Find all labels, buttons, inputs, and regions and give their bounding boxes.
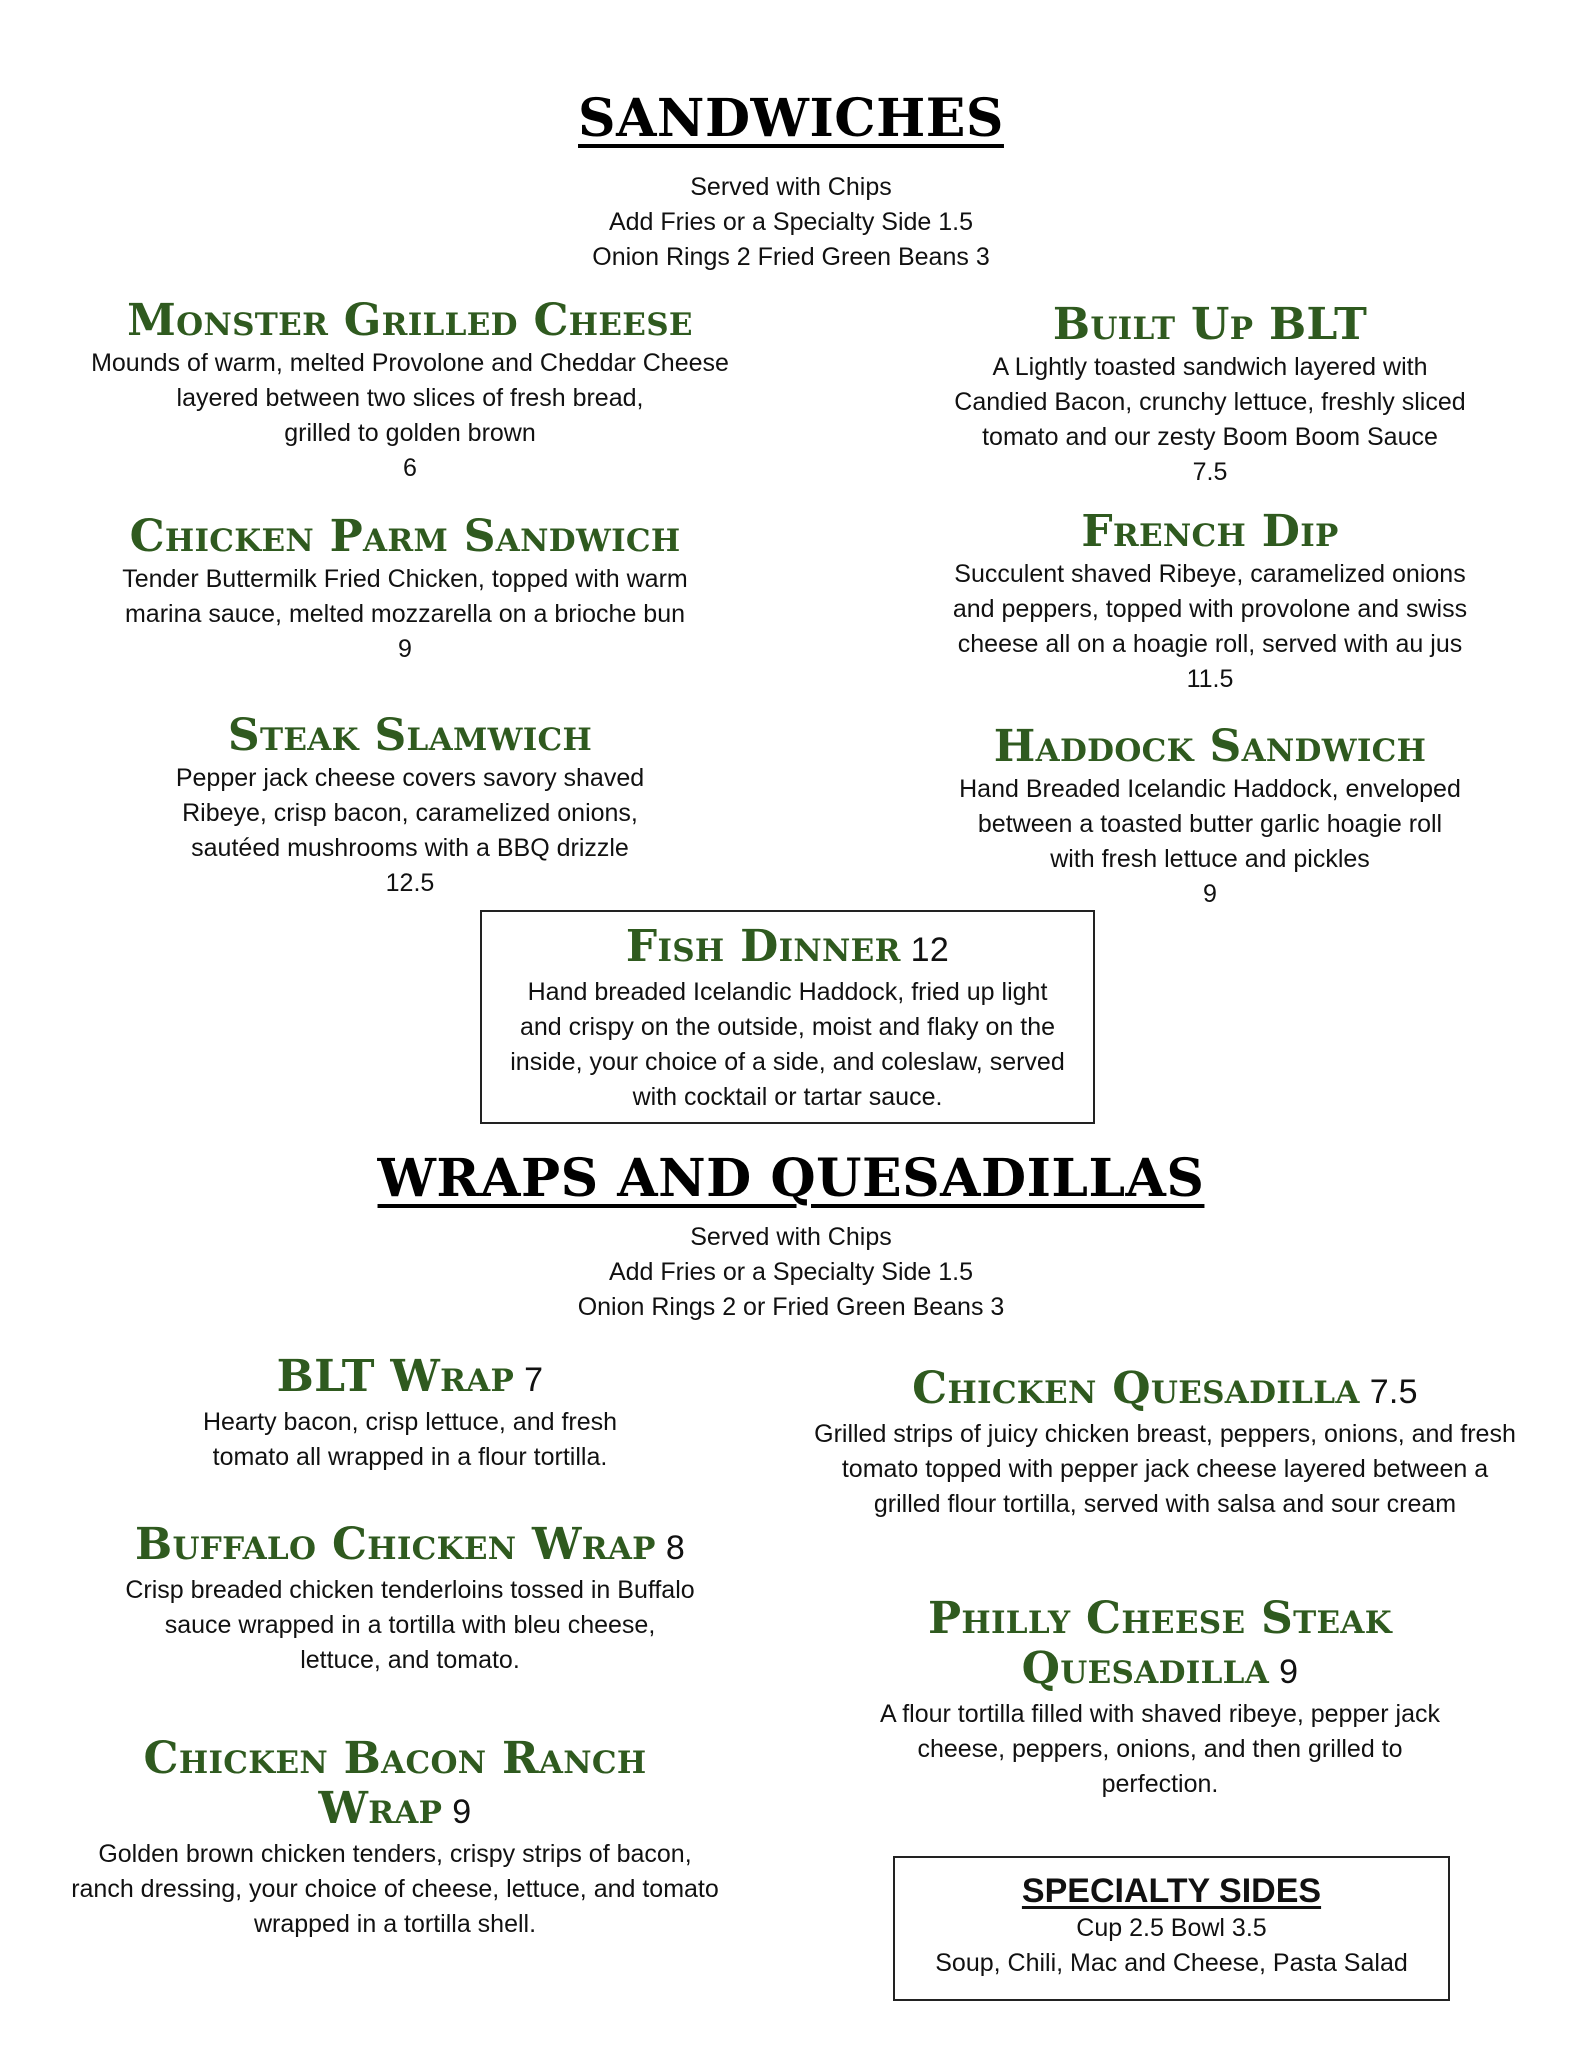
wraps-header <box>0 1148 1582 1209</box>
wraps-sub-line: Onion Rings 2 or Fried Green Beans 3 <box>577 1293 1005 1321</box>
item-description: Pepper jack cheese covers savory shaved <box>175 764 645 792</box>
item-name: Wrap <box>318 1783 443 1834</box>
item-name: Steak Slamwich <box>227 710 593 761</box>
sandwiches-sub-line: Served with Chips <box>690 173 892 201</box>
specialty-sides-line: Soup, Chili, Mac and Cheese, Pasta Salad <box>935 1949 1408 1977</box>
item-name: Buffalo Chicken Wrap <box>134 1519 656 1570</box>
item-description: marina sauce, melted mozzarella on a brioche bun <box>124 600 686 628</box>
item-name-row <box>482 922 1093 975</box>
sandwiches-sub-line: Add Fries or a Specialty Side 1.5 <box>608 208 974 236</box>
sandwiches-title: SANDWICHES <box>578 88 1004 149</box>
item-description: sauce wrapped in a tortilla with bleu cheese, <box>164 1611 656 1639</box>
item-price: 11.5 <box>1186 665 1234 693</box>
item-price: 9 <box>452 1793 472 1831</box>
item-name-row <box>50 1520 770 1573</box>
menu-item-blt-wrap <box>50 1352 770 1475</box>
menu-item-french-dip <box>880 507 1540 697</box>
item-description: wrapped in a tortilla shell. <box>253 1910 537 1938</box>
menu-item-built-up-blt <box>880 300 1540 490</box>
item-description: cheese, peppers, onions, and then grilled to <box>917 1735 1403 1763</box>
sandwiches-header <box>0 88 1582 149</box>
sandwiches-subtitle <box>0 170 1582 275</box>
item-description: and crispy on the outside, moist and flaky on the <box>519 1013 1056 1041</box>
item-price: 8 <box>665 1529 686 1567</box>
item-description: with fresh lettuce and pickles <box>1050 845 1370 873</box>
item-name: Philly Cheese Steak <box>927 1593 1392 1644</box>
item-name-row <box>780 1364 1550 1417</box>
item-price: 12 <box>910 931 950 969</box>
item-name-row <box>800 1644 1520 1697</box>
item-description: cheese all on a hoagie roll, served with au jus <box>957 630 1463 658</box>
specialty-sides-box <box>893 1856 1450 2001</box>
menu-item-philly-cheese-steak-quesadilla <box>800 1594 1520 1802</box>
item-description: Hearty bacon, crisp lettuce, and fresh <box>202 1408 618 1436</box>
item-name: Built Up BLT <box>1052 299 1368 350</box>
item-description: Crisp breaded chicken tenderloins tossed in Buffalo <box>125 1576 695 1604</box>
item-price: 9 <box>1279 1653 1299 1691</box>
item-description: A Lightly toasted sandwich layered with <box>992 353 1428 381</box>
item-description: inside, your choice of a side, and coleslaw, served <box>510 1048 1065 1076</box>
item-description: Mounds of warm, melted Provolone and Cheddar Cheese <box>91 349 729 377</box>
wraps-sub-line: Served with Chips <box>690 1223 892 1251</box>
item-price: 12.5 <box>385 869 435 897</box>
item-description: layered between two slices of fresh bread, <box>176 384 644 412</box>
menu-item-monster-grilled-cheese <box>50 296 770 486</box>
item-price: 7 <box>524 1361 544 1399</box>
menu-item-steak-slamwich <box>50 711 770 901</box>
item-name-row <box>50 1352 770 1405</box>
menu-item-haddock-sandwich <box>880 722 1540 912</box>
item-name: French Dip <box>1081 506 1339 557</box>
item-description: grilled flour tortilla, served with salsa and sour cream <box>873 1490 1457 1518</box>
item-description: Candied Bacon, crunchy lettuce, freshly sliced <box>954 388 1466 416</box>
sandwiches-sub-line: Onion Rings 2 Fried Green Beans 3 <box>592 243 990 271</box>
wraps-title: WRAPS AND QUESADILLAS <box>377 1148 1205 1209</box>
item-name-row <box>30 1784 760 1837</box>
item-description: between a toasted butter garlic hoagie roll <box>977 810 1443 838</box>
item-description: Tender Buttermilk Fried Chicken, topped with warm <box>122 565 688 593</box>
item-name: Haddock Sandwich <box>993 721 1427 772</box>
item-description: tomato and our zesty Boom Boom Sauce <box>982 423 1438 451</box>
item-name: Chicken Parm Sandwich <box>129 511 681 562</box>
item-name: Fish Dinner <box>625 921 901 972</box>
item-description: tomato topped with pepper jack cheese layered between a <box>841 1455 1489 1483</box>
item-description: A flour tortilla filled with shaved ribeye, pepper jack <box>879 1700 1440 1728</box>
menu-item-chicken-parm-sandwich <box>50 512 760 667</box>
specialty-sides-line: Cup 2.5 Bowl 3.5 <box>1076 1914 1267 1942</box>
item-description: grilled to golden brown <box>284 419 536 447</box>
menu-item-chicken-bacon-ranch-wrap <box>30 1734 760 1942</box>
item-name: BLT Wrap <box>276 1351 515 1402</box>
item-description: tomato all wrapped in a flour tortilla. <box>212 1443 608 1471</box>
item-price: 7.5 <box>1192 458 1228 486</box>
item-description: Grilled strips of juicy chicken breast, peppers, onions, and fresh <box>814 1420 1516 1448</box>
item-description: Succulent shaved Ribeye, caramelized onions <box>954 560 1466 588</box>
item-price: 6 <box>403 454 417 482</box>
item-description: lettuce, and tomato. <box>300 1646 520 1674</box>
item-price: 9 <box>398 635 412 663</box>
item-name: Monster Grilled Cheese <box>127 295 693 346</box>
item-price: 7.5 <box>1369 1373 1418 1411</box>
item-description: Golden brown chicken tenders, crispy strips of bacon, <box>98 1840 692 1868</box>
item-description: sautéed mushrooms with a BBQ drizzle <box>191 834 629 862</box>
fish-dinner-box <box>480 910 1095 1124</box>
item-description: Ribeye, crisp bacon, caramelized onions, <box>182 799 638 827</box>
item-description: with cocktail or tartar sauce. <box>632 1083 943 1111</box>
item-price: 9 <box>1203 880 1217 908</box>
menu-item-buffalo-chicken-wrap <box>50 1520 770 1678</box>
item-name: Chicken Bacon Ranch <box>143 1733 647 1784</box>
item-description: Hand breaded Icelandic Haddock, fried up light <box>527 978 1048 1006</box>
wraps-sub-line: Add Fries or a Specialty Side 1.5 <box>608 1258 974 1286</box>
item-description: Hand Breaded Icelandic Haddock, enveloped <box>959 775 1461 803</box>
specialty-sides-title: SPECIALTY SIDES <box>1021 1872 1322 1910</box>
item-description: ranch dressing, your choice of cheese, lettuce, and tomato <box>71 1875 719 1903</box>
item-description: and peppers, topped with provolone and swiss <box>952 595 1468 623</box>
wraps-subtitle <box>0 1220 1582 1325</box>
item-name: Chicken Quesadilla <box>912 1363 1360 1414</box>
item-name: Quesadilla <box>1021 1643 1270 1694</box>
menu-item-chicken-quesadilla <box>780 1364 1550 1522</box>
item-description: perfection. <box>1101 1770 1219 1798</box>
